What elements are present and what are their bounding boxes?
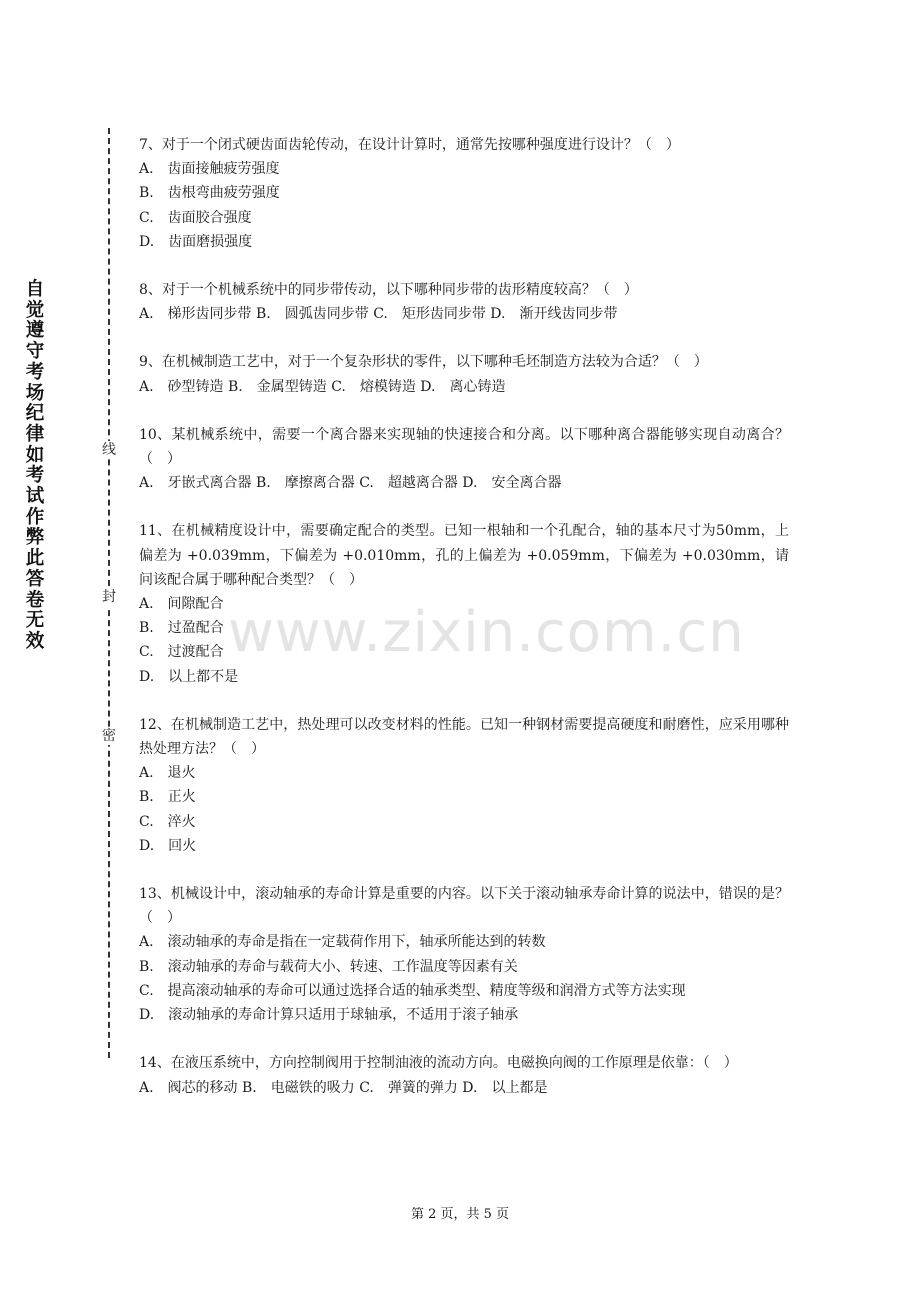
question-8 (139, 278, 789, 326)
option-c: C. 提高滚动轴承的寿命可以通过选择合适的轴承类型、精度等级和润滑方式等方法实现 (139, 982, 686, 999)
question-10 (139, 423, 789, 496)
options-line: A. 砂型铸造 B. 金属型铸造 C. 熔模铸造 D. 离心铸造 (139, 378, 506, 395)
option-c: C. 淬火 (139, 813, 196, 830)
question-stem: 10、某机械系统中，需要一个离合器来实现轴的快速接合和分离。以下哪种离合器能够实现自动离合？（ ） (139, 426, 789, 468)
seal-label-seal: 封 (102, 589, 116, 605)
question-13 (139, 882, 789, 1027)
question-stem: 13、机械设计中，滚动轴承的寿命计算是重要的内容。以下关于滚动轴承寿命计算的说法中，错误的是？（ ） (139, 886, 789, 927)
question-11 (139, 519, 789, 688)
option-d: D. 滚动轴承的寿命计算只适用于球轴承，不适用于滚子轴承 (139, 1007, 519, 1024)
question-stem: 12、在机械制造工艺中，热处理可以改变材料的性能。已知一种钢材需要提高硬度和耐磨性，应采用哪种热处理方法？（ ） (139, 716, 789, 758)
option-c: C. 过渡配合 (139, 644, 224, 661)
option-a: A. 滚动轴承的寿命是指在一定载荷作用下，轴承所能达到的转数 (139, 934, 546, 951)
question-list (139, 133, 789, 1124)
option-b: B. 滚动轴承的寿命与载荷大小、转速、工作温度等因素有关 (139, 958, 518, 975)
option-a: A. 齿面接触疲劳强度 (139, 161, 280, 178)
question-14 (139, 1051, 789, 1099)
option-b: B. 正火 (139, 789, 196, 806)
seal-label-line: 线 (102, 442, 116, 458)
page-number: 第 2 页，共 5 页 (410, 1207, 510, 1222)
watermark: www.zixin.com.cn (228, 600, 745, 665)
option-b: B. 齿根弯曲疲劳强度 (139, 185, 280, 202)
option-d: D. 以上都不是 (139, 668, 239, 685)
question-stem: 7、对于一个闭式硬齿面齿轮传动，在设计计算时，通常先按哪种强度进行设计？（ ） (139, 137, 680, 153)
option-a: A. 间隙配合 (139, 596, 224, 613)
option-d: D. 齿面磨损强度 (139, 233, 253, 250)
options-line: A. 牙嵌式离合器 B. 摩擦离合器 C. 超越离合器 D. 安全离合器 (139, 475, 562, 492)
question-stem: 8、对于一个机械系统中的同步带传动，以下哪种同步带的齿形精度较高？（ ） (139, 282, 638, 299)
question-12 (139, 713, 789, 858)
option-d: D. 回火 (139, 837, 197, 854)
question-9 (139, 350, 789, 398)
options-line: A. 阀芯的移动 B. 电磁铁的吸力 C. 弹簧的弹力 D. 以上都是 (139, 1079, 548, 1096)
option-a: A. 退火 (139, 765, 196, 782)
question-stem: 11、在机械精度设计中，需要确定配合的类型。已知一根轴和一个孔配合，轴的基本尺寸为50mm，上偏差为 +0.039mm，下偏差为 +0.010mm，孔的上偏差为 +0.059mm，下偏差为 +0.030mm，请问该配合属于哪种配合类型？（ ） (139, 523, 789, 588)
options-line: A. 梯形齿同步带 B. 圆弧齿同步带 C. 矩形齿同步带 D. 渐开线齿同步带 (139, 306, 618, 323)
seal-label-secret: 密 (102, 728, 116, 744)
question-stem: 14、在液压系统中，方向控制阀用于控制油液的流动方向。电磁换向阀的工作原理是依靠：（ ） (139, 1055, 738, 1072)
question-7 (139, 133, 789, 254)
exam-discipline-notice: 自觉遵守考场纪律如考试作弊此答卷无效 (25, 279, 45, 652)
option-c: C. 齿面胶合强度 (139, 209, 252, 226)
question-stem: 9、在机械制造工艺中，对于一个复杂形状的零件，以下哪种毛坯制造方法较为合适？（ ） (139, 354, 708, 371)
option-b: B. 过盈配合 (139, 620, 224, 637)
